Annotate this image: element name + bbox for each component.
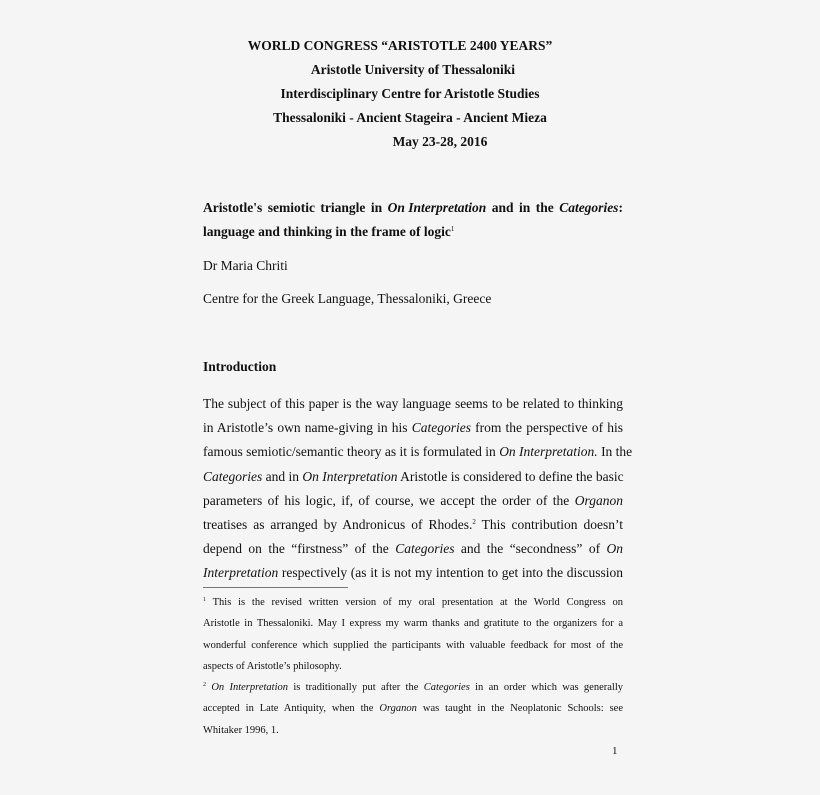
text-run: The subject of this paper is the way language seems to be related to thinking bbox=[203, 396, 623, 411]
centre-name: Interdisciplinary Centre for Aristotle Studies bbox=[280, 86, 540, 101]
footnote-1-line bbox=[203, 592, 623, 613]
title-word: semiotic bbox=[267, 200, 315, 215]
italic-run: Organon bbox=[574, 492, 623, 508]
title-word-group bbox=[559, 196, 623, 220]
footnote-marker-2: 2 bbox=[203, 682, 206, 689]
body-line bbox=[203, 537, 623, 561]
title-work-on-interpretation: On Interpretation bbox=[387, 200, 487, 215]
author-affiliation: Centre for the Greek Language, Thessaloniki, Greece bbox=[203, 291, 492, 306]
title-word: in bbox=[370, 200, 383, 215]
text-run: Aristotle is considered to define the basic bbox=[397, 468, 624, 484]
text-run: This contribution doesn’t bbox=[475, 516, 624, 532]
title-word: and bbox=[491, 200, 514, 215]
text-run: respectively (as it is not my intention to get into the discussion bbox=[278, 565, 623, 581]
footnotes bbox=[203, 592, 623, 741]
title-word: triangle bbox=[320, 200, 366, 215]
italic-run: On bbox=[606, 541, 623, 557]
body-line bbox=[203, 440, 633, 464]
italic-run: Interpretation bbox=[203, 565, 279, 581]
title-line-1 bbox=[203, 196, 623, 220]
italic-run: Categories bbox=[423, 682, 470, 694]
footnote-2-line bbox=[203, 720, 623, 741]
conference-dates: May 23-28, 2016 bbox=[392, 134, 488, 149]
footnote-ref-1[interactable]: 1 bbox=[450, 225, 455, 233]
text-run: In the bbox=[597, 444, 633, 460]
text-run: and the “secondness” of bbox=[454, 541, 607, 557]
body-paragraph bbox=[203, 392, 633, 586]
title-word: Aristotle's bbox=[203, 200, 263, 215]
paper-title bbox=[203, 196, 623, 244]
italic-run: On Interpretation bbox=[211, 682, 288, 694]
subtitle-text: language and thinking in the frame of logic bbox=[203, 224, 451, 239]
footnote-marker-1: 1 bbox=[203, 597, 206, 603]
text-run: treatises as arranged by Andronicus of Rhodes. bbox=[203, 516, 473, 532]
italic-run: Categories bbox=[411, 420, 471, 436]
text-run: in an order which was generally bbox=[469, 682, 623, 694]
title-line-2 bbox=[203, 220, 623, 244]
text-run: was taught in the Neoplatonic Schools: see bbox=[416, 703, 623, 715]
page-number: 1 bbox=[612, 745, 618, 757]
section-heading: Introduction bbox=[203, 359, 277, 374]
italic-run: Organon bbox=[379, 703, 417, 715]
body-line bbox=[203, 513, 623, 537]
footnote-2-line bbox=[203, 698, 623, 719]
title-punct: : bbox=[618, 200, 623, 215]
italic-run: On Interpretation. bbox=[499, 444, 598, 460]
text-run: in Aristotle’s own name-giving in his bbox=[203, 420, 412, 436]
conference-locations: Thessaloniki - Ancient Stageira - Ancient Mieza bbox=[273, 110, 547, 125]
author-name: Dr Maria Chriti bbox=[203, 258, 288, 273]
university-name: Aristotle University of Thessaloniki bbox=[310, 62, 516, 77]
text-run: depend on the “firstness” of the bbox=[203, 541, 396, 557]
text-run: parameters of his logic, if, of course, we accept the order of the bbox=[203, 492, 575, 508]
text-run: is traditionally put after the bbox=[288, 682, 424, 694]
body-line bbox=[203, 392, 623, 416]
text-run: Aristotle in Thessaloniki. May I express my warm thanks and gratitute to the organizers for a bbox=[203, 618, 623, 630]
italic-run: Categories bbox=[395, 541, 455, 557]
italic-run: Categories bbox=[203, 468, 263, 484]
text-run: wonderful conference which supplied the participants with valuable feedback for most of the bbox=[203, 639, 623, 651]
text-run: and in bbox=[262, 468, 303, 484]
text-run: Whitaker 1996, 1. bbox=[203, 724, 279, 736]
title-word: in bbox=[518, 200, 531, 215]
title-work-categories: Categories bbox=[559, 200, 619, 215]
footnote-1-line bbox=[203, 635, 623, 656]
body-line bbox=[203, 416, 623, 440]
footnote-1-line bbox=[203, 613, 623, 634]
footnote-separator bbox=[203, 587, 348, 588]
footnote-1-line bbox=[203, 656, 623, 677]
italic-run: On Interpretation bbox=[302, 468, 398, 484]
conference-name: WORLD CONGRESS “ARISTOTLE 2400 YEARS” bbox=[247, 38, 553, 53]
body-line bbox=[203, 465, 623, 489]
text-run: from the perspective of his bbox=[470, 420, 624, 436]
footnote-2-line bbox=[203, 677, 623, 698]
body-line bbox=[203, 561, 623, 585]
title-word: the bbox=[535, 200, 554, 215]
text-run: aspects of Aristotle’s philosophy. bbox=[203, 660, 342, 672]
text-run: famous semiotic/semantic theory as it is formulated in bbox=[203, 444, 500, 460]
footnote-ref-2[interactable]: 2 bbox=[472, 517, 476, 526]
text-run: This is the revised written version of my oral presentation at the World Congress on bbox=[206, 597, 623, 608]
body-line bbox=[203, 489, 623, 513]
text-run: accepted in Late Antiquity, when the bbox=[203, 703, 380, 715]
